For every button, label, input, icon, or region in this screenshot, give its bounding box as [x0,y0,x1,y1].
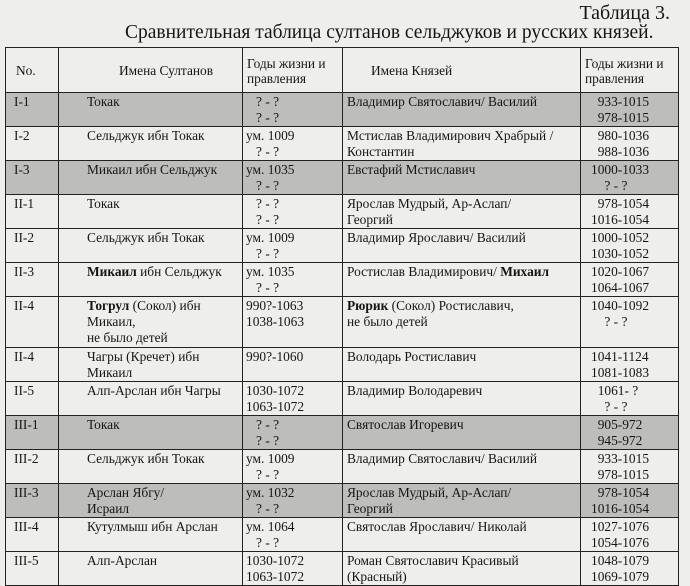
row-number-cell: II-2 [6,229,59,263]
cell-line: 1063-1072 [246,399,305,414]
name-text: Мстислав Владимирович Храбрый / [347,128,554,143]
sultan-years-cell [243,416,343,450]
prince-years-cell [581,263,679,297]
header-line: правления [585,70,645,86]
prince-name-cell [343,127,581,161]
name-text: Токак [87,196,120,211]
cell-line: ? - ? [246,178,280,193]
prince-years-cell [581,518,679,552]
name-text: Сельджук ибн Токак [87,451,205,466]
prince-years-cell [581,297,679,348]
cell-line: ? - ? [246,280,280,295]
bold-name-text: Микаил [87,264,137,279]
cell-line [87,349,239,365]
cell-line [87,264,239,280]
cell-line [347,485,577,501]
sultan-years-cell [243,552,343,586]
cell-line: ум. 1009 [246,230,295,245]
name-text: Евстафий Мстиславич [347,162,476,177]
cell-line: ? - ? [246,246,280,261]
sultan-name-cell [59,195,243,229]
cell-line: 990?-1063 [246,298,304,313]
row-number-cell: III-2 [6,450,59,484]
sultan-name-cell [59,518,243,552]
cell-line: 1064-1067 [591,280,650,295]
prince-name-cell [343,518,581,552]
name-text: Ярослав Мудрый, Ар-Аслап/ [347,485,512,500]
cell-line: ? - ? [246,501,280,516]
name-text: ибн Сельджук [136,264,222,279]
cell-line [347,569,577,585]
name-text: (Сокол) Ростиславич, [388,298,514,313]
table-row [6,552,679,586]
cell-line: ум. 1035 [246,162,295,177]
cell-line: 1020-1067 [591,264,650,279]
table-row [6,195,679,229]
name-text: Владимир Святославич/ Василий [347,94,538,109]
prince-name-cell [343,161,581,195]
table-row [6,297,679,348]
prince-name-cell [343,93,581,127]
row-number-cell: II-4 [6,348,59,382]
cell-line [347,519,577,535]
cell-line [347,417,577,433]
cell-line: ? - ? [591,399,628,414]
prince-years-cell [581,450,679,484]
cell-line [347,162,577,178]
sultan-years-cell [243,348,343,382]
prince-years-cell [581,93,679,127]
sultan-name-cell [59,229,243,263]
cell-line: ? - ? [591,178,628,193]
sultan-name-cell [59,450,243,484]
prince-years-cell [581,552,679,586]
cell-line [87,196,239,212]
cell-line: ? - ? [246,94,280,109]
cell-line [87,383,239,399]
prince-name-cell [343,348,581,382]
cell-line [347,128,577,144]
cell-line [87,451,239,467]
cell-line: 1069-1079 [591,569,650,584]
sultan-name-cell [59,161,243,195]
name-text: Алп-Арслан [87,553,158,568]
table-label: Таблица 3. [579,2,670,24]
prince-name-cell [343,416,581,450]
table-row [6,161,679,195]
bold-name-text: Михаил [500,264,549,279]
cell-line: 978-1054 [591,196,650,211]
row-number-cell: II-1 [6,195,59,229]
cell-line: ? - ? [246,212,280,227]
name-text: Сельджук ибн Токак [87,128,205,143]
cell-line: ум. 1064 [246,519,295,534]
name-text: Ярослав Мудрый, Ар-Аслап/ [347,196,512,211]
prince-years-cell [581,382,679,416]
table-row [6,93,679,127]
cell-line: 1000-1052 [591,230,650,245]
prince-name-cell [343,552,581,586]
header-prince-names: Имена Князей [343,48,581,93]
cell-line [87,519,239,535]
sultan-years-cell [243,484,343,518]
name-text: Микаил [87,365,133,380]
cell-line: 905-972 [591,417,643,432]
cell-line [87,298,239,314]
row-number-cell: III-1 [6,416,59,450]
sultan-name-cell [59,93,243,127]
header-row [6,48,679,93]
name-text: не было детей [87,330,168,345]
cell-line: 990?-1060 [246,349,304,364]
page-title: Сравнительная таблица султанов сельджуков и русских князей. [125,22,654,43]
cell-line: 1027-1076 [591,519,650,534]
cell-line: 933-1015 [591,94,650,109]
name-text: Святослав Игоревич [347,417,464,432]
cell-line [347,314,577,330]
header-line: правления [247,70,307,86]
sultan-name-cell [59,127,243,161]
row-number-cell: II-3 [6,263,59,297]
cell-line: ? - ? [246,110,280,125]
prince-years-cell [581,127,679,161]
sultan-name-cell [59,263,243,297]
prince-name-cell [343,263,581,297]
cell-line: 1061- ? [591,383,639,398]
sultan-years-cell [243,127,343,161]
sultan-years-cell [243,382,343,416]
cell-line: 1016-1054 [591,212,650,227]
name-text: Сельджук ибн Токак [87,230,205,245]
cell-line [347,383,577,399]
cell-line [87,230,239,246]
cell-line [347,230,577,246]
cell-line: 1030-1072 [246,383,305,398]
cell-line: ? - ? [246,196,280,211]
sultan-name-cell [59,297,243,348]
row-number-cell: I-1 [6,93,59,127]
cell-line: ? - ? [246,417,280,432]
table-row [6,484,679,518]
cell-line [347,349,577,365]
cell-line [87,485,239,501]
name-text: Роман Святославич Красивый [347,553,519,568]
name-text: Токак [87,94,120,109]
prince-years-cell [581,348,679,382]
cell-line: 1063-1072 [246,569,305,584]
name-text: Владимир Святославич/ Василий [347,451,538,466]
header-prince-years [581,48,679,93]
cell-line: 1030-1072 [246,553,305,568]
cell-line: ум. 1009 [246,451,295,466]
row-number-cell: III-5 [6,552,59,586]
prince-name-cell [343,229,581,263]
name-text: Георгий [347,212,393,227]
bold-name-text: Рюрик [347,298,389,313]
header-line: Годы жизни и [585,55,664,71]
header-sultan-years [243,48,343,93]
name-text: Кутулмыш ибн Арслан [87,519,218,534]
sultan-name-cell [59,416,243,450]
table-row [6,382,679,416]
name-text: (Сокол) ибн [129,298,201,313]
header-number: No. [6,48,59,93]
name-text: Константин [347,144,415,159]
cell-line: 1038-1063 [246,314,305,329]
name-text: не было детей [347,314,428,329]
sultan-years-cell [243,195,343,229]
table-body [6,93,679,586]
row-number-cell: III-4 [6,518,59,552]
prince-name-cell [343,484,581,518]
cell-line: 1054-1076 [591,535,650,550]
name-text: Микаил ибн Сельджук [87,162,218,177]
sultan-name-cell [59,382,243,416]
cell-line [347,212,577,228]
cell-line [87,365,239,381]
cell-line: ум. 1035 [246,264,295,279]
row-number-cell: II-4 [6,297,59,348]
cell-line [87,417,239,433]
cell-line [87,330,239,346]
sultan-name-cell [59,552,243,586]
table-row [6,450,679,484]
name-text: Георгий [347,501,393,516]
sultan-name-cell [59,484,243,518]
cell-line: ? - ? [246,467,280,482]
sultan-name-cell [59,348,243,382]
table-row [6,127,679,161]
sultan-years-cell [243,93,343,127]
prince-years-cell [581,161,679,195]
cell-line [347,196,577,212]
cell-line [87,314,239,330]
table-row [6,229,679,263]
prince-years-cell [581,229,679,263]
name-text: Володарь Ростиславич [347,349,477,364]
header-sultan-names: Имена Султанов [59,48,243,93]
prince-name-cell [343,450,581,484]
cell-line: 945-972 [591,433,643,448]
cell-line: ? - ? [246,433,280,448]
cell-line: ? - ? [591,314,628,329]
cell-line: 978-1015 [591,110,650,125]
sultan-years-cell [243,263,343,297]
cell-line [347,264,577,280]
cell-line: ум. 1009 [246,128,295,143]
sultan-years-cell [243,229,343,263]
cell-line [87,553,239,569]
bold-name-text: Тогрул [87,298,130,313]
comparison-table [5,47,679,586]
header-line: Годы жизни и [247,55,326,71]
table-row [6,348,679,382]
cell-line: 980-1036 [591,128,650,143]
cell-line [347,94,577,110]
cell-line: 988-1036 [591,144,650,159]
cell-line [347,451,577,467]
cell-line: 1081-1083 [591,365,650,380]
cell-line [347,553,577,569]
table-row [6,263,679,297]
name-text: Чагры (Кречет) ибн [87,349,200,364]
cell-line [87,162,239,178]
prince-name-cell [343,195,581,229]
cell-line: 1048-1079 [591,553,650,568]
table-row [6,518,679,552]
sultan-years-cell [243,450,343,484]
cell-line: 933-1015 [591,451,650,466]
row-number-cell: I-3 [6,161,59,195]
prince-years-cell [581,484,679,518]
name-text: (Красный) [347,569,407,584]
cell-line: 978-1015 [591,467,650,482]
prince-years-cell [581,416,679,450]
row-number-cell: II-5 [6,382,59,416]
cell-line: 978-1054 [591,485,650,500]
row-number-cell: I-2 [6,127,59,161]
name-text: Ростислав Владимирович/ [347,264,501,279]
sultan-years-cell [243,161,343,195]
cell-line [87,128,239,144]
cell-line: ? - ? [246,144,280,159]
cell-line [87,501,239,517]
sultan-years-cell [243,518,343,552]
cell-line: 1030-1052 [591,246,650,261]
name-text: Владимир Ярославич/ Василий [347,230,526,245]
cell-line: ум. 1032 [246,485,295,500]
row-number-cell: III-3 [6,484,59,518]
cell-line: 1000-1033 [591,162,650,177]
name-text: Святослав Ярославич/ Николай [347,519,527,534]
sultan-years-cell [243,297,343,348]
name-text: Владимир Володаревич [347,383,483,398]
cell-line: ? - ? [246,535,280,550]
cell-line [87,94,239,110]
cell-line [347,144,577,160]
table-row [6,416,679,450]
cell-line [347,501,577,517]
prince-years-cell [581,195,679,229]
prince-name-cell [343,382,581,416]
name-text: Арслан Ябгу/ [87,485,165,500]
cell-line: 1040-1092 [591,298,650,313]
name-text: Алп-Арслан ибн Чагры [87,383,221,398]
name-text: Токак [87,417,120,432]
prince-name-cell [343,297,581,348]
cell-line: 1016-1054 [591,501,650,516]
cell-line: 1041-1124 [591,349,649,364]
cell-line [347,298,577,314]
name-text: Исраил [87,501,130,516]
name-text: Микаил, [87,314,136,329]
